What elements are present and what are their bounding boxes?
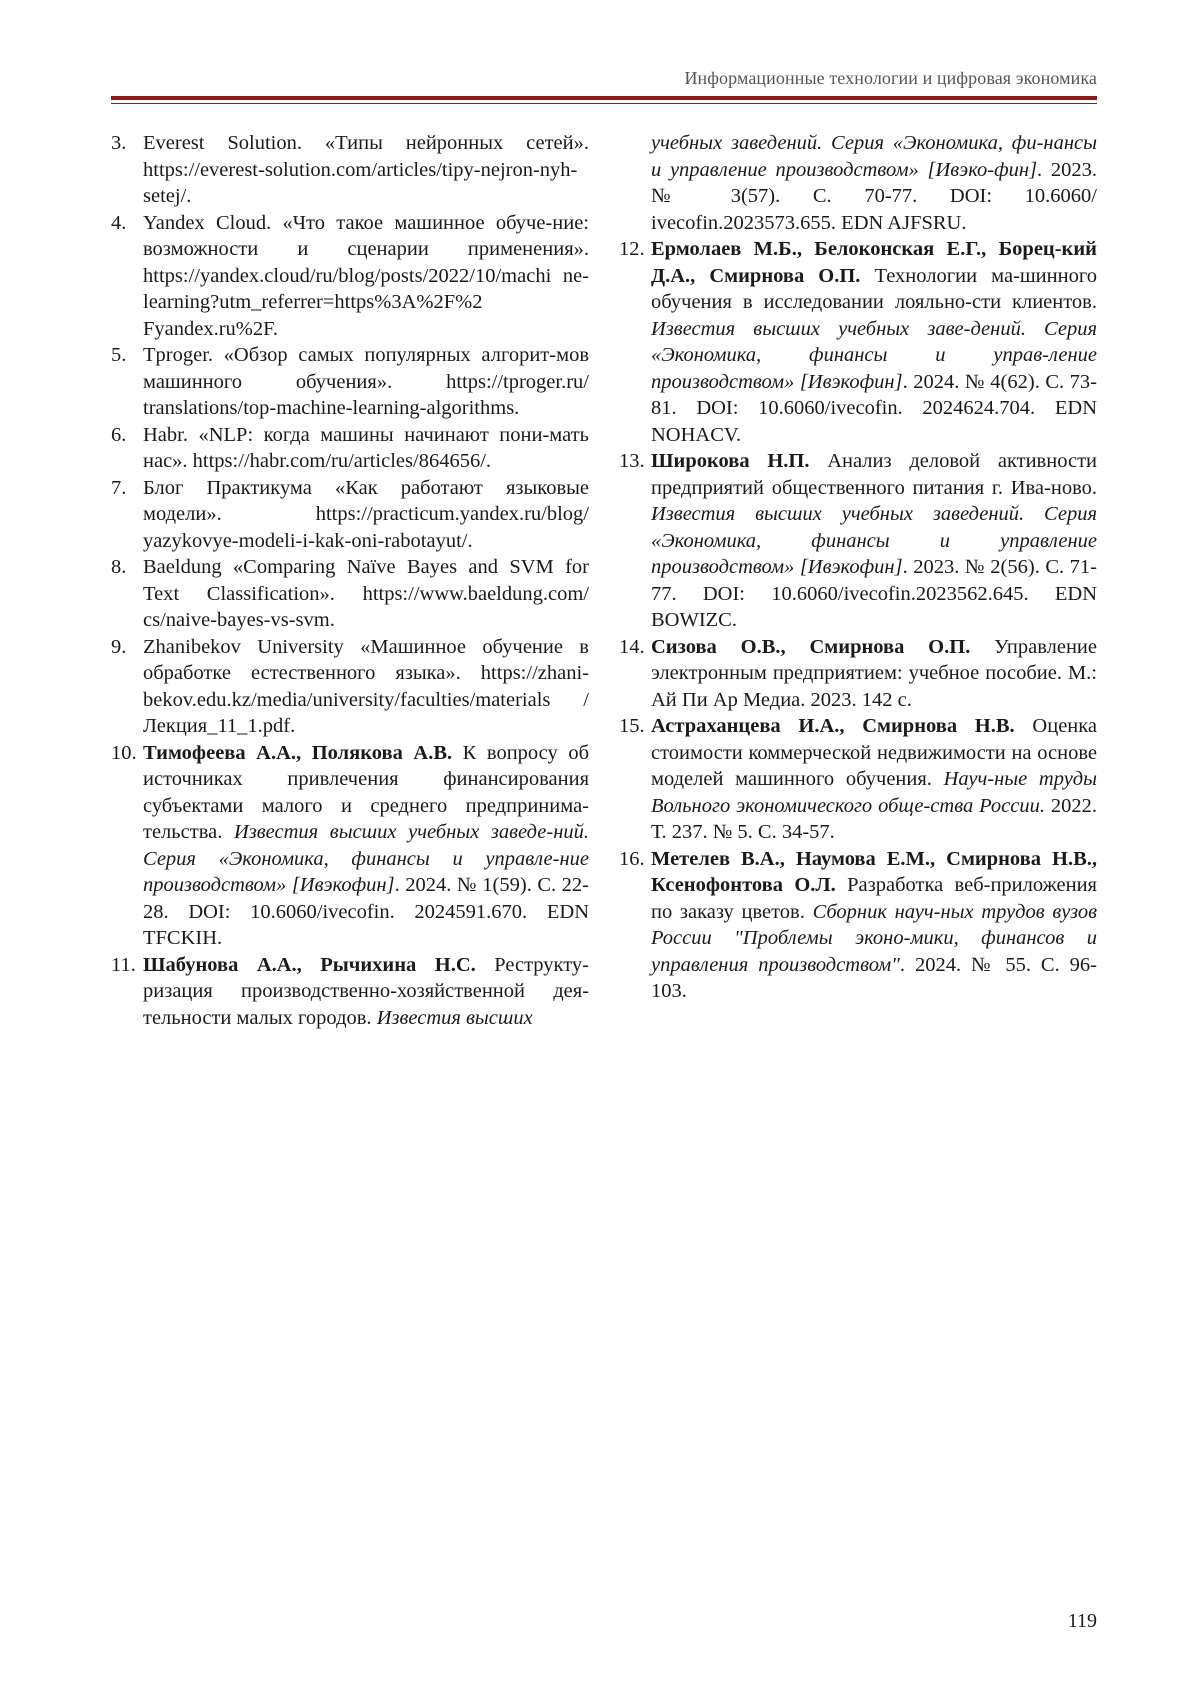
reference-segment: Технологии ма-шинного обучения в исследовании лояльно-сти клиентов. <box>651 264 1097 313</box>
running-header: Информационные технологии и цифровая экономика <box>684 68 1097 88</box>
reference-segment: Tproger. «Обзор самых популярных алгорит-мов машинного обучения». https://tproger.ru/ translations/top-machine-learning-algorithms. <box>143 344 589 419</box>
reference-segment: Разработка веб-приложения по заказу цветов. <box>651 874 1097 923</box>
reference-text <box>143 130 589 210</box>
reference-authors: Астраханцева И.А., Смирнова Н.В. <box>651 715 1015 737</box>
reference-item <box>111 740 589 952</box>
reference-segment: Everest Solution. «Типы нейронных сетей». https://everest-solution.com/articles/tipy-nejron-nyh-setej/. <box>143 132 589 207</box>
reference-segment: . 2023. № 2(56). С. 71-77. DOI: 10.6060/ivecofin.2023562.645. EDN BOWIZC. <box>651 556 1097 631</box>
reference-source: Известия высших учебных заве-дений. Серия «Экономика, финансы и управ-ление производством» [Ивэкофин] <box>651 317 1097 393</box>
reference-segment: Zhanibekov University «Машинное обучение в обработке естественного языка». https://zhani-bekov.edu.kz/media/university/faculties/materials /Лекция_11_1.pdf. <box>143 635 589 737</box>
reference-item <box>619 713 1097 846</box>
reference-text <box>651 846 1097 1005</box>
reference-item <box>111 210 589 343</box>
reference-segment: . 2023. № 3(57). С. 70-77. DOI: 10.6060/ ivecofin.2023573.655. EDN AJFSRU. <box>651 158 1097 234</box>
reference-authors: Сизова О.В., Смирнова О.П. <box>651 635 971 658</box>
reference-number: 3. <box>111 132 127 154</box>
reference-text <box>651 634 1097 714</box>
reference-source: учебных заведений. Серия «Экономика, фи-нансы и управление производством» [Ивэко-фин] <box>651 132 1097 181</box>
reference-segment: Анализ деловой активности предприятий общественного питания г. Ива-ново. <box>651 450 1097 499</box>
reference-segment: Yandex Cloud. «Что такое машинное обуче-ние: возможности и сценарии применения». https://yandex.cloud/ru/blog/posts/2022/10/machi ne-learning?utm_referrer=https%3A%2F%2 Fyandex.ru%2F. <box>143 211 589 340</box>
reference-number: 12. <box>619 238 645 260</box>
reference-text <box>651 236 1097 448</box>
reference-authors: Шабунова А.А., Рычихина Н.С. <box>143 953 476 976</box>
reference-text <box>651 448 1097 634</box>
reference-source: Известия высших учебных заведе-ний. Серия «Экономика, финансы и управле-ние производством» [Ивэкофин] <box>143 821 589 896</box>
reference-text <box>143 554 589 634</box>
reference-authors: Ермолаев М.Б., Белоконская Е.Г., Борец-кий Д.А., Смирнова О.П. <box>651 238 1097 287</box>
reference-number: 9. <box>111 635 127 658</box>
reference-segment: Habr. «NLP: когда машины начинают пони-мать нас». https://habr.com/ru/articles/864656/. <box>143 423 589 472</box>
reference-segment: 2022. Т. 237. № 5. С. 34-57. <box>651 794 1097 843</box>
reference-number: 14. <box>619 635 645 658</box>
reference-item <box>111 475 589 555</box>
reference-authors: Метелев В.А., Наумова Е.М., Смирнова Н.В., Ксенофонтова О.Л. <box>651 847 1097 896</box>
reference-segment: . 2024. № 4(62). С. 73-81. DOI: 10.6060/ivecofin. 2024624.704. EDN NOHACV. <box>651 370 1097 446</box>
reference-item <box>619 634 1097 714</box>
reference-item <box>111 952 589 1032</box>
reference-text <box>143 952 589 1032</box>
reference-segment: Реструкту-ризация производственно-хозяйственной дея-тельности малых городов. <box>143 953 589 1029</box>
reference-item <box>619 448 1097 634</box>
references-right-column <box>619 130 1097 1005</box>
reference-authors: Тимофеева А.А., Полякова А.В. <box>143 741 453 764</box>
reference-number: 7. <box>111 476 127 499</box>
reference-text <box>143 342 589 422</box>
reference-segment: . 2024. № 55. С. 96-103. <box>651 953 1098 1002</box>
reference-text <box>143 634 589 740</box>
reference-text <box>143 475 589 555</box>
reference-item <box>111 634 589 740</box>
reference-text <box>143 740 589 952</box>
reference-source: Науч-ные труды Вольного экономического обще-ства России. <box>651 768 1097 817</box>
reference-source: Известия высших учебных заведений. Серия «Экономика, финансы и управление производством» [Ивэкофин] <box>651 503 1097 578</box>
reference-segment: Baeldung «Comparing Naïve Bayes and SVM for Text Classification». https://www.baeldung.com/ cs/naive-bayes-vs-svm. <box>143 556 589 631</box>
reference-source: Сборник науч-ных трудов вузов России "Проблемы эконо-мики, финансов и управления производством" <box>651 900 1097 976</box>
reference-segment: . 2024. № 1(59). С. 22-28. DOI: 10.6060/ivecofin. 2024591.670. EDN TFCKIH. <box>143 874 589 949</box>
reference-segment: К вопросу об источниках привлечения финансирования субъектами малого и среднего предпринима-тельства. <box>143 741 589 843</box>
reference-item <box>619 846 1097 1005</box>
reference-item <box>619 236 1097 448</box>
page-number: 119 <box>1067 1610 1097 1632</box>
reference-item <box>111 554 589 634</box>
reference-number: 6. <box>111 423 127 446</box>
reference-text <box>143 422 589 475</box>
reference-number: 4. <box>111 211 127 234</box>
reference-item <box>111 422 589 475</box>
reference-number: 10. <box>111 741 137 764</box>
reference-number: 5. <box>111 344 127 366</box>
reference-segment: Оценка стоимости коммерческой недвижимости на основе моделей машинного обучения. <box>651 715 1098 790</box>
header-rule-thick <box>111 96 1097 100</box>
reference-number: 8. <box>111 556 127 578</box>
reference-source: Известия высших <box>376 1006 533 1029</box>
reference-continuation <box>619 130 1097 236</box>
reference-number: 13. <box>619 450 645 472</box>
reference-text <box>651 713 1097 846</box>
reference-segment: Управление электронным предприятием: учебное пособие. М.: Ай Пи Ар Медиа. 2023. 142 с. <box>651 635 1097 711</box>
header-rule-thin <box>111 103 1097 104</box>
reference-text <box>143 210 589 343</box>
reference-text <box>651 130 1097 236</box>
reference-number: 15. <box>619 715 645 737</box>
reference-authors: Широкова Н.П. <box>651 450 810 472</box>
reference-indent <box>619 130 651 236</box>
reference-number: 11. <box>111 953 136 976</box>
reference-number: 16. <box>619 847 645 870</box>
reference-item <box>111 342 589 422</box>
reference-item <box>111 130 589 210</box>
references-left-column <box>111 130 589 1031</box>
reference-segment: Блог Практикума «Как работают языковые модели». https://practicum.yandex.ru/blog/ yazykovye-modeli-i-kak-oni-rabotayut/. <box>143 476 589 552</box>
